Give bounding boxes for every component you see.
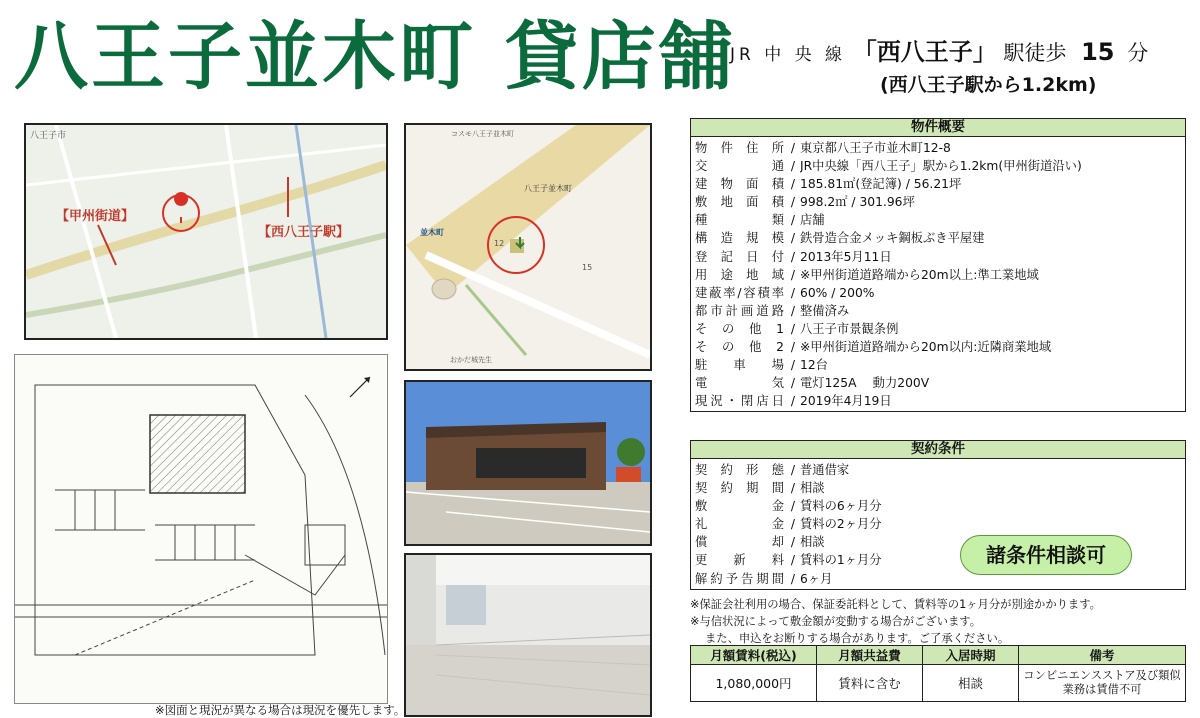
row-value: ※甲州街道道路端から20m以内:近隣商業地域 (800, 340, 1052, 355)
rent-common-fee-value: 賃料に含む (817, 665, 923, 702)
station-distance: (西八王子駅から1.2km) (880, 74, 1097, 96)
row-label: 都市計画道路 (695, 303, 784, 318)
contract-row: 礼金 / 賃料の2ヶ月分 (691, 515, 1185, 533)
line-name: JR 中 央 線 (730, 45, 847, 65)
negotiable-stamp: 諸条件相談可 (960, 535, 1132, 575)
row-label: 契約形態 (695, 463, 784, 477)
row-label: 契約期間 (695, 481, 784, 496)
outline-row: 種類 / 店舗 (691, 211, 1185, 229)
row-label: 現況・閉店日 (695, 394, 784, 409)
map2-label-num2: 15 (582, 263, 593, 272)
outline-row: 敷地面積 / 998.2㎡ / 301.96坪 (691, 193, 1185, 211)
rent-header-remarks: 備考 (1019, 646, 1186, 665)
row-value: ※甲州街道道路端から20m以上:準工業地域 (800, 267, 1039, 282)
rent-header-common-fee: 月額共益費 (817, 646, 923, 665)
row-value: 東京都八王子市並木町12-8 (800, 141, 951, 155)
row-value: 店舗 (800, 213, 825, 228)
map-label-kaido: 【甲州街道】 (56, 209, 135, 224)
row-label: 構造規模 (695, 231, 784, 246)
row-label: その他1 (695, 321, 784, 336)
row-value: 185.81㎡(登記簿) / 56.21坪 (800, 177, 962, 192)
outline-row: 建蔽率/容積率 / 60% / 200% (691, 284, 1185, 302)
contract-row: 契約形態 / 普通借家 (691, 461, 1185, 479)
outline-row: 用途地域 / ※甲州街道道路端から20m以上:準工業地域 (691, 266, 1185, 284)
row-label: 物件住所 (695, 141, 784, 155)
drawing-footnote: ※図面と現況が異なる場合は現況を優先します。 (155, 703, 406, 717)
note-deposit: ※与信状況によって敷金額が変動する場合がございます。 (690, 615, 981, 628)
map-label-corner: 八王子市 (30, 131, 67, 141)
contract-row: 敷金 / 賃料の6ヶ月分 (691, 497, 1185, 515)
row-label: 礼金 (695, 517, 784, 532)
outline-row: 登記日付 / 2013年5月11日 (691, 248, 1185, 266)
row-label: 敷地面積 (695, 195, 784, 210)
row-label: 解約予告期間 (695, 571, 784, 586)
outline-row: その他2 / ※甲州街道道路端から20m以内:近隣商業地域 (691, 338, 1185, 356)
contract-row: 解約予告期間 / 6ヶ月 (691, 570, 1185, 588)
row-label: 用途地域 (695, 267, 784, 282)
contract-row: 償却 / 相談 (691, 533, 1185, 551)
row-label: 種類 (695, 213, 784, 228)
interior-photo (404, 553, 652, 717)
contract-header: 契約条件 (690, 440, 1186, 459)
row-value: 整備済み (800, 303, 850, 318)
row-value: 998.2㎡ / 301.96坪 (800, 195, 915, 210)
row-value: 相談 (800, 535, 825, 550)
row-label: 償却 (695, 535, 784, 550)
rent-move-in-value: 相談 (923, 665, 1019, 702)
rent-table (690, 645, 1186, 702)
walk-minutes: 15 (1081, 38, 1115, 66)
outline-header: 物件概要 (690, 118, 1186, 137)
row-label: その他2 (695, 340, 784, 355)
outline-row: 物件住所 / 東京都八王子市並木町12-8 (691, 139, 1185, 157)
map2-label-namiki: 並木町 (420, 228, 444, 237)
note-refusal: また、申込をお断りする場合があります。ご了承ください。 (705, 632, 1010, 645)
map2-label-bottom: おかだ城先生 (450, 356, 492, 364)
outline-row: 構造規模 / 鉄骨造合金メッキ鋼板ぶき平屋建 (691, 229, 1185, 247)
row-value: 相談 (800, 481, 825, 496)
contract-row: 契約期間 / 相談 (691, 479, 1185, 497)
rent-header-monthly: 月額賃料(税込) (691, 646, 817, 665)
outline-row: 建物面積 / 185.81㎡(登記簿) / 56.21坪 (691, 175, 1185, 193)
row-label: 更新料 (695, 553, 784, 568)
outline-rows (690, 137, 1186, 412)
map2-label-top: コスモ八王子並木町 (451, 130, 514, 138)
building-footprint (150, 415, 245, 493)
row-label: 敷金 (695, 499, 784, 514)
row-value: 12台 (800, 358, 828, 373)
walk-minutes-unit: 分 (1127, 41, 1149, 65)
outline-row: 電気 / 電灯125A 動力200V (691, 374, 1185, 392)
row-value: 普通借家 (800, 463, 850, 477)
row-value: 八王子市景観条例 (800, 321, 899, 336)
row-value: 賃料の2ヶ月分 (800, 517, 882, 532)
row-label: 登記日付 (695, 249, 784, 264)
rent-monthly-value: 1,080,000円 (691, 665, 817, 702)
row-value: 2019年4月19日 (800, 394, 892, 409)
area-map (24, 123, 388, 340)
row-label: 建物面積 (695, 177, 784, 192)
station-name: 「西八王子」 (852, 38, 997, 66)
map2-label-num: 12 (494, 239, 505, 248)
exterior-photo (404, 380, 652, 546)
site-plan (14, 354, 388, 704)
rent-remarks-value: コンビニエンスストア及び類似業務は賃借不可 (1019, 665, 1186, 702)
row-label: 駐車場 (695, 358, 784, 373)
row-value: 鉄骨造合金メッキ鋼板ぶき平屋建 (800, 231, 985, 246)
map2-label-area: 八王子並木町 (524, 184, 572, 193)
rent-header-move-in: 入居時期 (923, 646, 1019, 665)
note-guarantee: ※保証会社利用の場合、保証委託料として、賃料等の1ヶ月分が別途かかります。 (690, 598, 1101, 611)
row-value: 60% / 200% (800, 285, 875, 300)
row-value: 賃料の6ヶ月分 (800, 499, 882, 514)
row-value: JR中央線「西八王子」駅から1.2km(甲州街道沿い) (800, 159, 1082, 174)
station-access (730, 32, 1148, 67)
walk-label: 駅徒歩 (1003, 41, 1067, 65)
row-label: 建蔽率/容積率 (695, 285, 784, 300)
row-value: 6ヶ月 (800, 571, 833, 586)
row-value: 電灯125A 動力200V (800, 376, 930, 391)
row-value: 2013年5月11日 (800, 249, 892, 264)
local-map (404, 123, 652, 371)
outline-row: 交通 / JR中央線「西八王子」駅から1.2km(甲州街道沿い) (691, 157, 1185, 175)
outline-row: 駐車場 / 12台 (691, 356, 1185, 374)
outline-row: 現況・閉店日 / 2019年4月19日 (691, 392, 1185, 410)
outline-row: その他1 / 八王子市景観条例 (691, 320, 1185, 338)
page-title: 八王子並木町 貸店舗 (14, 14, 736, 100)
property-outline (690, 118, 1186, 412)
contract-row: 更新料 / 賃料の1ヶ月分 (691, 551, 1185, 569)
map-label-station: 【西八王子駅】 (258, 225, 350, 240)
row-value: 賃料の1ヶ月分 (800, 553, 882, 568)
row-label: 交通 (695, 159, 784, 174)
row-label: 電気 (695, 376, 784, 391)
outline-row: 都市計画道路 / 整備済み (691, 302, 1185, 320)
